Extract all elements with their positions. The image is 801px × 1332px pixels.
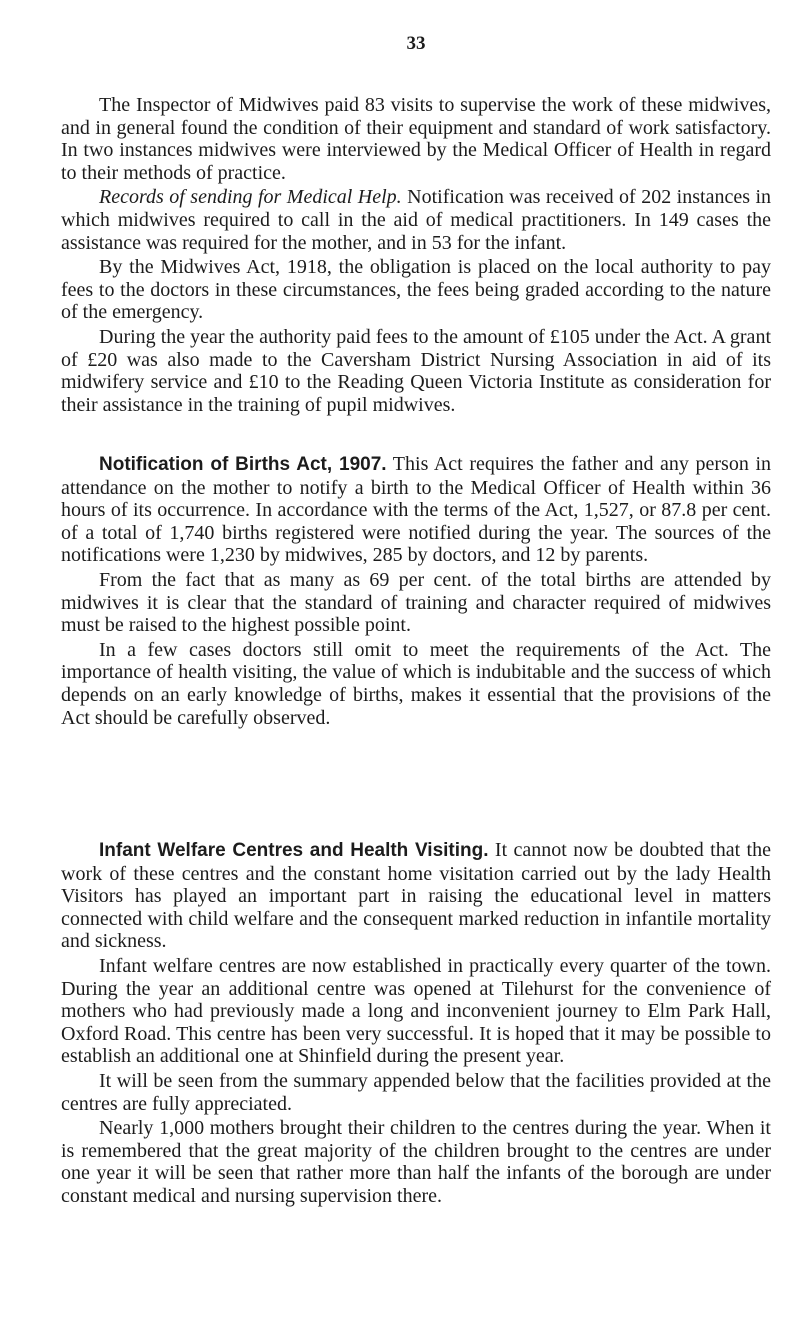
medical-help-heading: Records of sending for Medical Help. <box>99 186 402 209</box>
births-act-paragraph <box>61 453 771 567</box>
welfare-centres-heading: Infant Welfare Centres and Health Visiting. <box>99 840 489 861</box>
welfare-centres-body: It cannot now be doubted that the work of these centres and the constant home visitation carried out by the lady Health Visitors has played an important part in raising the educational level in matters connected with child welfare and the consequent marked reduction in infantile mortality and sickness. <box>61 839 771 953</box>
births-act-heading: Notification of Births Act, 1907. <box>99 454 387 475</box>
summary-note-paragraph: It will be seen from the summary appended below that the facilities provided at the centres are fully appreciated. <box>61 1069 771 1115</box>
medical-help-body: Notification was received of 202 instances in which midwives required to call in the aid of medical practitioners. In 149 cases the assistance was required for the mother, and in 53 for the infant. <box>61 186 772 254</box>
welfare-centres-paragraph <box>61 839 771 953</box>
births-section <box>61 453 771 729</box>
welfare-section <box>61 839 771 1208</box>
attendance-paragraph: Nearly 1,000 mothers brought their children to the centres during the year. When it is remembered that the great majority of the children brought to the centres are under one year it will be seen that rather more than half the infants of the borough are under constant medical and nursing supervision there. <box>61 1117 771 1207</box>
doctors-omission-paragraph: In a few cases doctors still omit to meet the requirements of the Act. The importance of health visiting, the value of which is indubitable and the success of which depends on an early knowledge of births, makes it essential that the provisions of the Act should be carefully observed. <box>61 638 771 729</box>
centres-established-paragraph: Infant welfare centres are now established in practically every quarter of the town. During the year an additional centre was opened at Tilehurst for the convenience of mothers who had previously made a long and inconvenient journey to Elm Park Hall, Oxford Road. This centre has been very successful. It is hoped that it may be possible to establish an additional one at Shinfield during the present year. <box>61 954 771 1068</box>
midwives-section <box>61 94 771 416</box>
midwives-inspection-paragraph: The Inspector of Midwives paid 83 visits to supervise the work of these midwives, and in general found the condition of their equipment and standard of work satisfactory. In two instances midwives were interviewed by the Medical Officer of Health in regard to their methods of practice. <box>61 94 771 184</box>
medical-help-paragraph <box>61 186 771 254</box>
page-number: 33 <box>406 33 426 54</box>
fees-paragraph: During the year the authority paid fees to the amount of £105 under the Act. A grant of £20 was also made to the Caversham District Nursing Association in aid of its midwifery service and £10 to the Reading Queen Victoria Institute as consideration for their assistance in the training of pupil midwives. <box>61 325 771 416</box>
midwives-act-paragraph: By the Midwives Act, 1918, the obligation is placed on the local authority to pay fees to the doctors in these circumstances, the fees being graded according to the nature of the emergency. <box>61 256 771 324</box>
births-act-body: This Act requires the father and any person in attendance on the mother to notify a birth to the Medical Officer of Health within 36 hours of its occurrence. In accordance with the terms of the Act, 1,527, or 87.8 per cent. of a total of 1,740 births registered were notified during the year. The sources of the notifications were 1,230 by midwives, 285 by doctors, and 12 by parents. <box>61 453 771 567</box>
midwives-percentage-paragraph: From the fact that as many as 69 per cent. of the total births are attended by midwives it is clear that the standard of training and character required of midwives must be raised to the highest possible point. <box>61 568 771 637</box>
